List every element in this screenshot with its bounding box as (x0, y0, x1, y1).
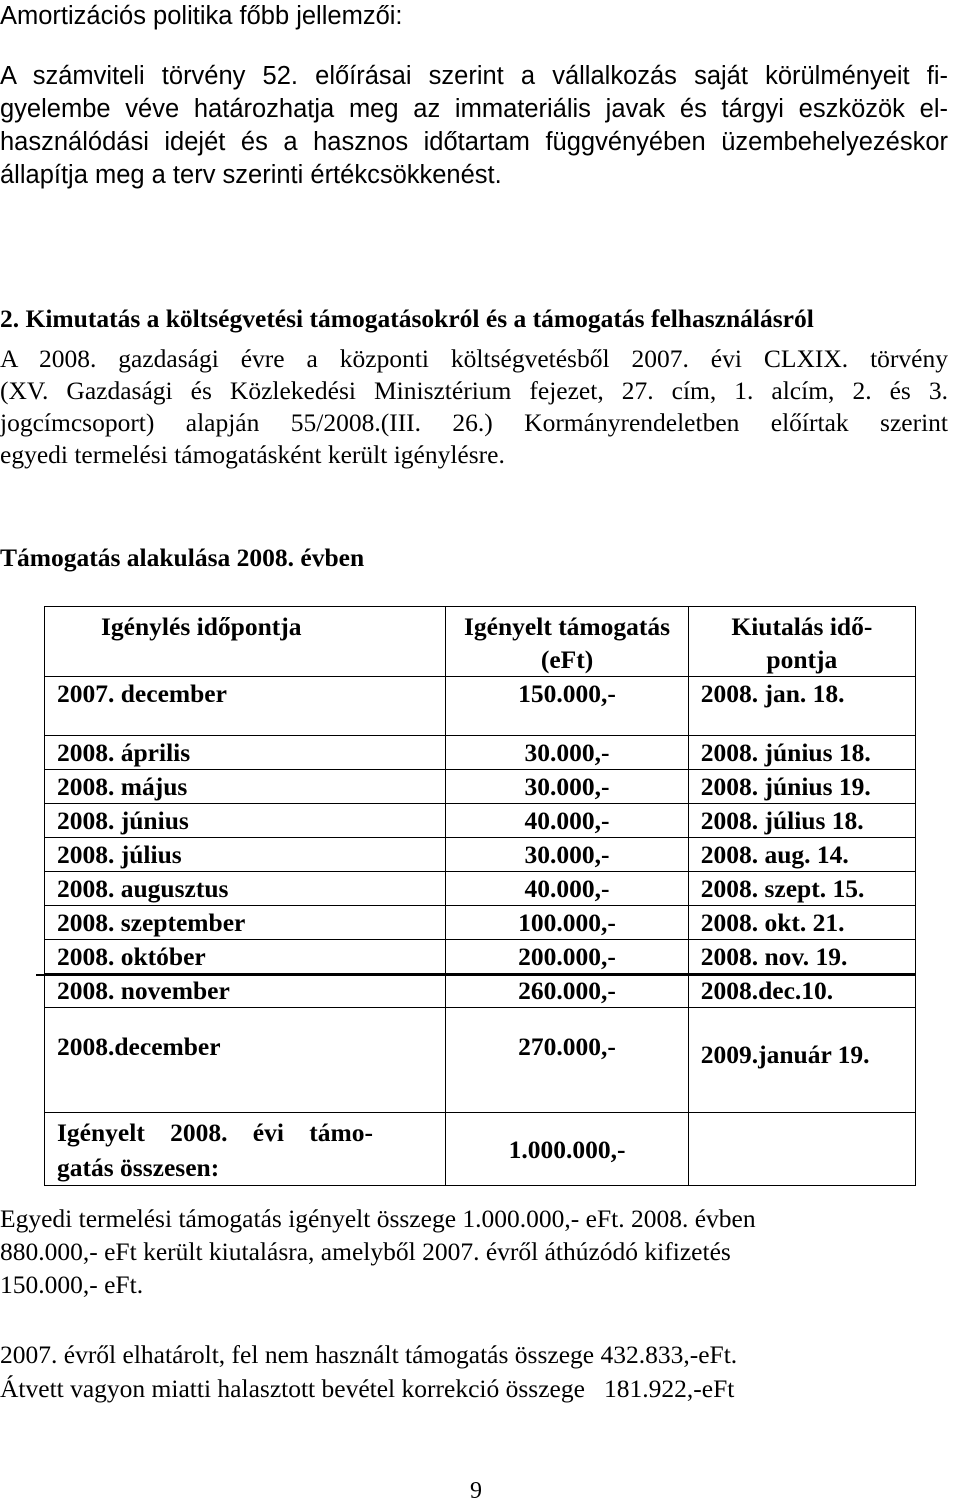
table-row (45, 872, 916, 906)
cell-payout: 2008.dec.10. (688, 974, 915, 1008)
cell-total-value: 1.000.000,- (446, 1113, 688, 1186)
summary-line: 150.000,- eFt. (0, 1270, 144, 1299)
paragraph-line: gyelembe véve határozhatja meg az immateriális javak és tárgyi eszközök el- (0, 95, 948, 123)
header-line: (eFt) (540, 645, 594, 674)
cell-total-label (45, 1113, 446, 1186)
cell-date: 2008. szeptember (45, 906, 446, 940)
header-request-date: Igénylés időpontja (45, 607, 446, 677)
table-row (45, 838, 916, 872)
cell-amount: 30.000,- (446, 736, 688, 770)
cell-amount: 40.000,- (446, 872, 688, 906)
table-row (45, 770, 916, 804)
table-row (45, 940, 916, 974)
cell-amount: 260.000,- (446, 974, 688, 1008)
paragraph-line: jogcímcsoport) alapján 55/2008.(III. 26.) Kormányrendeletben előírtak szerint (0, 408, 948, 437)
cell-date: 2008. október (45, 940, 446, 974)
paragraph-line: A 2008. gazdasági évre a központi költségvetésből 2007. évi CLXIX. törvény (0, 344, 948, 373)
cell-payout: 2009.január 19. (688, 1008, 915, 1113)
cell-payout: 2008. aug. 14. (688, 838, 915, 872)
header-line: Kiutalás idő- (731, 612, 873, 641)
paragraph-line: (XV. Gazdasági és Közlekedési Minisztérium fejezet, 27. cím, 1. alcím, 2. és 3. (0, 376, 948, 405)
table-row (45, 906, 916, 940)
cell-date: 2008. július (45, 838, 446, 872)
table-row (45, 677, 916, 736)
cell-date: 2008. május (45, 770, 446, 804)
support-table (44, 606, 916, 1186)
cell-date: 2007. december (45, 677, 446, 736)
cell-payout: 2008. jan. 18. (688, 677, 915, 736)
page-number: 9 (470, 1478, 482, 1504)
amortization-heading: Amortizációs politika főbb jellemzői: (0, 2, 403, 30)
cell-amount: 150.000,- (446, 677, 688, 736)
deferred-revenue-line: Átvett vagyon miatti halasztott bevétel korrekció összege 181.922,-eFt (0, 1374, 735, 1403)
table-strike-line (36, 974, 916, 976)
table-row (45, 1008, 916, 1113)
cell-date: 2008. június (45, 804, 446, 838)
paragraph-line: állapítja meg a terv szerinti értékcsökkenést. (0, 161, 502, 189)
cell-amount: 30.000,- (446, 838, 688, 872)
paragraph-line: egyedi termelési támogatásként került igénylésre. (0, 440, 505, 469)
cell-date: 2008. november (45, 974, 446, 1008)
header-line: pontja (766, 645, 838, 674)
table-row (45, 736, 916, 770)
table-row (45, 804, 916, 838)
summary-line: Egyedi termelési támogatás igényelt összege 1.000.000,- eFt. 2008. évben (0, 1204, 756, 1233)
table-header-row (45, 607, 916, 677)
section-title: 2. Kimutatás a költségvetési támogatásokról és a támogatás felhasználásról (0, 304, 814, 333)
cell-amount: 30.000,- (446, 770, 688, 804)
deferred-support-line: 2007. évről elhatárolt, fel nem használt támogatás összege 432.833,-eFt. (0, 1340, 738, 1369)
cell-date: 2008. augusztus (45, 872, 446, 906)
cell-payout: 2008. június 18. (688, 736, 915, 770)
cell-amount: 40.000,- (446, 804, 688, 838)
total-label-line: Igényelt 2008. évi támo- (57, 1118, 373, 1147)
paragraph-line: használódási idejét és a hasznos időtartam függvényében üzembehelyezéskor (0, 128, 948, 156)
table-total-row (45, 1113, 916, 1186)
header-payout-date (688, 607, 915, 677)
table-title: Támogatás alakulása 2008. évben (0, 543, 365, 572)
header-requested-amount (446, 607, 688, 677)
header-line: Igényelt támogatás (464, 612, 671, 641)
total-label-line: gatás összesen: (57, 1153, 220, 1182)
cell-payout: 2008. június 19. (688, 770, 915, 804)
cell-date: 2008. április (45, 736, 446, 770)
cell-payout: 2008. okt. 21. (688, 906, 915, 940)
cell-payout: 2008. július 18. (688, 804, 915, 838)
cell-date: 2008.december (45, 1008, 446, 1113)
cell-amount: 270.000,- (446, 1008, 688, 1113)
cell-amount: 200.000,- (446, 940, 688, 974)
cell-payout: 2008. szept. 15. (688, 872, 915, 906)
paragraph-line: A számviteli törvény 52. előírásai szerint a vállalkozás saját körülményeit fi- (0, 62, 948, 90)
cell-total-empty (688, 1113, 915, 1186)
summary-line: 880.000,- eFt került kiutalásra, amelyből 2007. évről áthúzódó kifizetés (0, 1237, 731, 1266)
table-row (45, 974, 916, 1008)
cell-amount: 100.000,- (446, 906, 688, 940)
cell-payout: 2008. nov. 19. (688, 940, 915, 974)
